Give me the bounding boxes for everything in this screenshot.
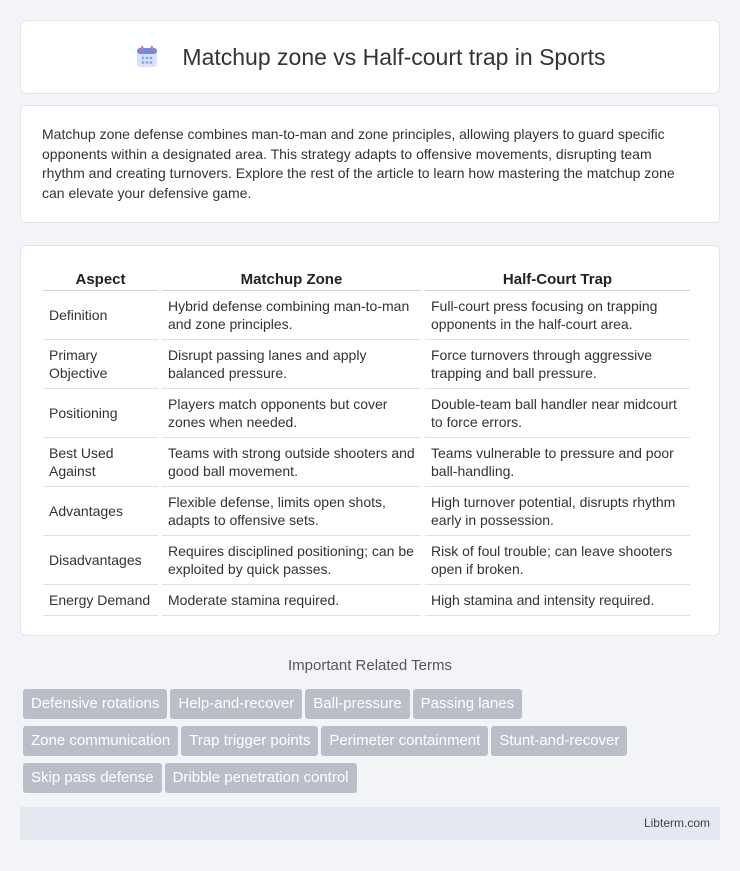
related-term-tag[interactable]: Dribble penetration control <box>165 763 357 793</box>
matchup-zone-cell: Hybrid defense combining man-to-man and zone principles. <box>162 291 421 340</box>
header-matchup-zone: Matchup Zone <box>162 267 421 291</box>
aspect-cell: Disadvantages <box>43 536 158 585</box>
header-half-court-trap: Half-Court Trap <box>425 267 690 291</box>
aspect-cell: Primary Objective <box>43 340 158 389</box>
table-row <box>43 487 690 536</box>
related-term-tag[interactable]: Stunt-and-recover <box>491 726 627 756</box>
aspect-cell: Positioning <box>43 389 158 438</box>
related-term-tag[interactable]: Passing lanes <box>413 689 522 719</box>
aspect-cell: Advantages <box>43 487 158 536</box>
footer-site-link[interactable]: Libterm.com <box>643 816 710 830</box>
related-term-tag[interactable]: Skip pass defense <box>23 763 162 793</box>
half-court-trap-cell: Risk of foul trouble; can leave shooters open if broken. <box>425 536 690 585</box>
table-row <box>43 438 690 487</box>
half-court-trap-cell: Force turnovers through aggressive trapping and ball pressure. <box>425 340 690 389</box>
table-row <box>43 291 690 340</box>
related-term-tag[interactable]: Defensive rotations <box>23 689 167 719</box>
page-title: Matchup zone vs Half-court trap in Sports <box>182 43 606 70</box>
half-court-trap-cell: Teams vulnerable to pressure and poor ball-handling. <box>425 438 690 487</box>
related-term-tag[interactable]: Ball-pressure <box>305 689 409 719</box>
related-terms-list <box>23 689 723 800</box>
related-terms-title: Important Related Terms <box>288 657 452 674</box>
aspect-cell: Energy Demand <box>43 585 158 616</box>
table-row <box>43 340 690 389</box>
table-row <box>43 389 690 438</box>
header-card <box>20 20 720 94</box>
matchup-zone-cell: Players match opponents but cover zones when needed. <box>162 389 421 438</box>
table-row <box>43 585 690 616</box>
intro-text: Matchup zone defense combines man-to-man and zone principles, allowing players to guard specific opponents within a designated area. This strategy adapts to offensive movements, disrupting team rhythm and creating turnovers. Explore the rest of the article to learn how mastering the matchup zone can elevate your defensive game. <box>42 126 675 201</box>
matchup-zone-cell: Disrupt passing lanes and apply balanced pressure. <box>162 340 421 389</box>
calendar-icon <box>134 44 160 70</box>
matchup-zone-cell: Requires disciplined positioning; can be exploited by quick passes. <box>162 536 421 585</box>
table-header-row <box>43 267 690 291</box>
aspect-cell: Best Used Against <box>43 438 158 487</box>
half-court-trap-cell: High turnover potential, disrupts rhythm early in possession. <box>425 487 690 536</box>
header-aspect: Aspect <box>43 267 158 291</box>
matchup-zone-cell: Flexible defense, limits open shots, adapts to offensive sets. <box>162 487 421 536</box>
footer <box>20 807 720 840</box>
comparison-table <box>39 267 694 616</box>
half-court-trap-cell: Double-team ball handler near midcourt to force errors. <box>425 389 690 438</box>
half-court-trap-cell: High stamina and intensity required. <box>425 585 690 616</box>
comparison-table-card <box>20 245 720 636</box>
half-court-trap-cell: Full-court press focusing on trapping opponents in the half-court area. <box>425 291 690 340</box>
related-term-tag[interactable]: Perimeter containment <box>321 726 488 756</box>
matchup-zone-cell: Teams with strong outside shooters and good ball movement. <box>162 438 421 487</box>
aspect-cell: Definition <box>43 291 158 340</box>
matchup-zone-cell: Moderate stamina required. <box>162 585 421 616</box>
related-term-tag[interactable]: Help-and-recover <box>170 689 302 719</box>
table-row <box>43 536 690 585</box>
intro-card <box>20 105 720 223</box>
related-term-tag[interactable]: Trap trigger points <box>181 726 318 756</box>
related-term-tag[interactable]: Zone communication <box>23 726 178 756</box>
